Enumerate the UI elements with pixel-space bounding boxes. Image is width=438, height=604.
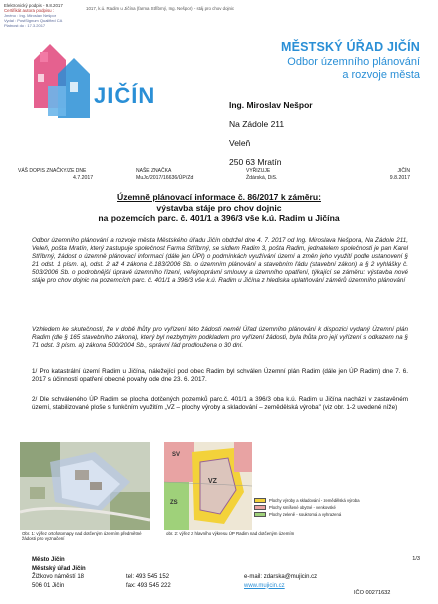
legend-item	[254, 497, 424, 504]
footer-phone	[126, 573, 171, 590]
ref-heading: VYŘIZUJE	[246, 168, 271, 174]
ref-value: 9.8.2017	[389, 175, 410, 181]
reference-table	[18, 168, 420, 181]
ref-heading: JIČÍN	[397, 168, 410, 174]
orthophoto-image	[20, 442, 150, 530]
document-title	[30, 192, 408, 224]
legend-swatch	[254, 498, 266, 503]
fax-value: 493 545 222	[137, 582, 171, 589]
ref-col	[360, 168, 410, 181]
office-header	[281, 40, 420, 82]
legend-label: Plochy zeleně - soukromá a vyhrazená	[269, 512, 342, 517]
legend-swatch	[254, 512, 266, 517]
recipient-name: Ing. Miroslav Nešpor	[229, 100, 313, 110]
office-department: Odbor územního plánování	[287, 56, 420, 68]
page-number: 1/3	[412, 556, 420, 562]
paragraph-deadline: Vzhledem ke skutečnosti, že v době lhůty pro vyřízení této žádosti neměl Úřad územního plánování k dispozici vydaný Územní plán Radim (dle § 165 stavebního zákona), který byl nezbytným podkladem pro vyřízení žádosti, byla lhůta pro její vyřízení s odkazem na § 71 odst. 3 písm. a) zákona 500/2004 Sb., správní řád prodloužena o 30 dní.	[32, 326, 408, 350]
footer-address	[32, 556, 86, 590]
signature-stamp	[4, 3, 96, 28]
company-id	[354, 590, 390, 596]
document-subject-line: 1017, k.ú. Radim u Jičína (farma Stříbrný, Ing. Nešpor) - stáj pro chov dojnic	[86, 6, 235, 11]
city-logo	[28, 38, 168, 128]
ref-value: MuJc/2017/16636/ÚP/Zd	[136, 175, 194, 181]
paragraph-zoning: 2/ Dle schváleného ÚP Radim se plocha dotčených pozemků parc.č. 401/1 a 396/3 oba k.ú. Radim u Jičína nachází v zastavěném území, stabilizované ploše s funkčním využitím „VZ – plochy výroby a skladování – zemědělská výroba" (viz obr. 1-2 uvedené níže)	[32, 396, 408, 412]
fax-label: fax:	[126, 582, 136, 589]
footer-contact	[244, 573, 317, 590]
footer-street: Žižkovo náměstí 18	[32, 574, 85, 581]
paragraph-approval: 1/ Pro katastrální území Radim u Jičína, náležející pod obec Radim byl schválen Územní plán Radim (dále jen ÚP Radim) dne 7. 6. 2017 s účinností opatření obecné povahy ode dne 23. 6. 2017.	[32, 368, 408, 384]
zone-label-vz: VZ	[208, 478, 217, 485]
email-label: e-mail:	[244, 574, 263, 580]
orthophoto-map	[20, 442, 150, 530]
map-legend	[254, 497, 424, 518]
footer-org: Město Jičín	[32, 557, 65, 563]
title-line: na pozemcích parc. č. 401/1 a 396/3 vše k.ú. Radim u Jičína	[98, 213, 340, 223]
website-link[interactable]: www.mujicin.cz	[244, 582, 285, 589]
map-caption-1: Obr. 1: výřez ortofotomapy nad dotčeným územím předmětné žádosti pro vyznačení	[22, 531, 142, 542]
map-caption-2: obr. 2: výřez z hlavního výkresu ÚP Radim nad dotčeným územím	[166, 531, 295, 536]
ref-col	[18, 168, 118, 181]
stamp-line: Jméno : Ing. Miroslav Nešpor	[4, 13, 57, 18]
recipient-address	[229, 96, 313, 172]
zoning-map	[164, 442, 252, 530]
tel-value: 493 545 152	[135, 574, 170, 580]
recipient-street: Na Zádole 211	[229, 119, 285, 129]
ref-value: 4.7.2017	[73, 175, 94, 181]
paragraph-request: Odbor územního plánování a rozvoje města Městského úřadu Jičín obdržel dne 4. 7. 2017 od Ing. Miroslava Nešpora, Na Zádole 211, Veleň, pošta Mratín, který zastupuje společnost Farma Stříbrný, se sídlem Radim 3, pošta Radim, jednatelem společnosti je pan Karel Stříbrný, žádost o územně plánovací informaci (dále jen ÚPI) o podmínkách využívání území a změn jeho využití podle ustanovení § 21 odst. 1 písm. a), odst. 2 až 4 zákona č.183/2006 Sb. o územním plánování a stavebním řádu (stavební zákon) a § 2 vyhlášky č. 503/2006 Sb. o podrobnější úpravě územního řízení, veřejnoprávní smlouvy a územního opatření, týkající se záměru: výstavba nové stáje pro chov dojnic na pozemcích parc. č. 401/1 a 396/3 vše k.ú. Radim u Jičína z hlediska uplatňování záměrů územního plánování	[32, 237, 408, 285]
stamp-line: Platnost do : 17.3.2017	[4, 23, 46, 28]
ico-label: IČO	[354, 590, 364, 596]
zone-label-sv: SV	[172, 452, 181, 458]
legend-item	[254, 511, 424, 518]
ref-heading: VÁŠ DOPIS ZNAČKY/ZE DNE	[18, 168, 87, 174]
logo-wordmark: JIČÍN	[94, 83, 156, 108]
recipient-zip: 250 63 Mratín	[229, 157, 282, 167]
title-line: výstavba stáje pro chov dojnic	[156, 202, 282, 213]
zone-label-zs: ZS	[170, 500, 178, 506]
stamp-line: Certifikát autora podpisu :	[4, 8, 55, 13]
ref-col	[246, 168, 336, 181]
ico-value: 00271632	[365, 590, 391, 596]
stamp-line: Vydal : PostSignum Qualified CA	[4, 18, 63, 23]
legend-item	[254, 504, 424, 511]
tel-label: tel:	[126, 574, 135, 580]
office-title: MĚSTSKÝ ÚŘAD JIČÍN	[280, 40, 420, 54]
legend-label: Plochy výroby a skladování - zemědělská výroba	[269, 498, 360, 503]
ref-heading: NAŠE ZNAČKA	[136, 168, 172, 174]
ref-value: Ždárská, DiS.	[246, 175, 278, 181]
office-department: a rozvoje města	[342, 69, 420, 81]
email-value[interactable]: zdarska@mujicin.cz	[263, 574, 318, 580]
stamp-line: Elektronický podpis - 9.8.2017	[4, 3, 63, 8]
footer-org: Městský úřad Jičín	[32, 565, 86, 572]
legend-swatch	[254, 505, 266, 510]
title-line: Územně plánovací informace č. 86/2017 k záměru:	[117, 192, 321, 202]
legend-label: Plochy smíšené obytné - venkovské	[269, 505, 336, 510]
ref-col	[136, 168, 226, 181]
recipient-city: Veleň	[229, 138, 251, 148]
footer-zip: 506 01 Jičín	[32, 582, 65, 589]
